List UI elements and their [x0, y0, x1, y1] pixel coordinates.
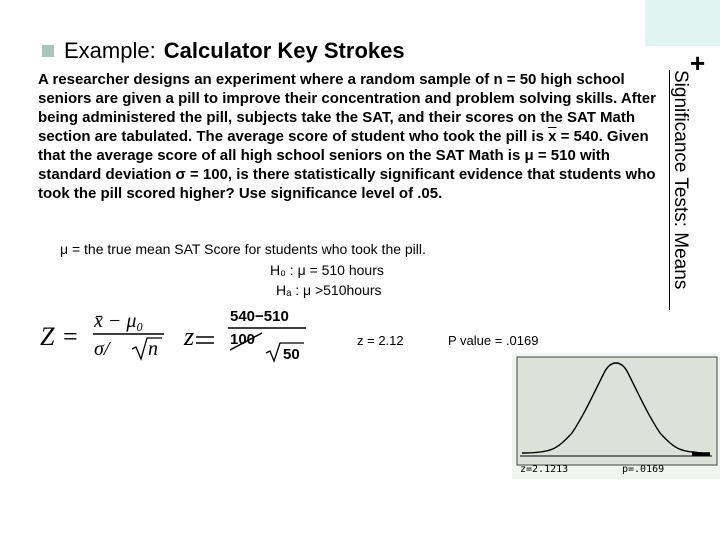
formula-den-n: 50 [283, 346, 300, 363]
problem-text [38, 70, 658, 203]
p-value-result: P value = .0169 [448, 333, 539, 348]
formula-sigma: σ/ [94, 338, 110, 360]
formula-equals: = [63, 322, 78, 351]
problem-text-part1: A researcher designs an experiment where a random sample of n = 50 high school seniors are given a pill to improve their concentration and problem solving skills. After being administered the pill, subjects take the SAT, and their scores on the SAT Math section are tabulated. The average score of student who took the pill is [38, 71, 656, 145]
problem-text-part2: = 540. Given that the average score of all high school seniors on the SAT Math is μ = 510 with standard deviation σ = 100, is there statistically significant evidence that students who took the pill scored higher? Use significance level of .05. [38, 128, 656, 202]
square-bullet-icon [42, 45, 54, 57]
calc-p-label: p=.0169 [622, 464, 665, 475]
formula-num-values: 540−510 [230, 308, 289, 325]
formula-z-symbol: Z [40, 322, 55, 351]
z-result: z = 2.12 [357, 333, 404, 348]
calc-z-label: z=2.1213 [520, 464, 569, 475]
calculator-screen [512, 353, 720, 479]
slide-header [42, 38, 405, 64]
formula-den-sigma: 100 [230, 331, 256, 348]
side-title: Significance Tests: Means [670, 70, 691, 290]
parameter-definition: μ = the true mean SAT Score for students who took the pill. [60, 241, 426, 257]
null-hypothesis: H₀ : μ = 510 hours [270, 262, 384, 278]
plus-icon: + [690, 48, 706, 78]
header-label: Example: [64, 38, 156, 63]
slide-title: Calculator Key Strokes [163, 38, 405, 63]
sample-mean-symbol: $\overline{x}$ [548, 128, 557, 145]
z-formula [38, 303, 318, 365]
accent-bar [645, 0, 720, 46]
formula-z2-symbol: z [184, 322, 195, 351]
alternative-hypothesis: Hₐ : μ >510hours [276, 282, 382, 298]
formula-n: n [148, 338, 158, 360]
formula-numerator: x̄ − μ₀ [94, 310, 144, 332]
